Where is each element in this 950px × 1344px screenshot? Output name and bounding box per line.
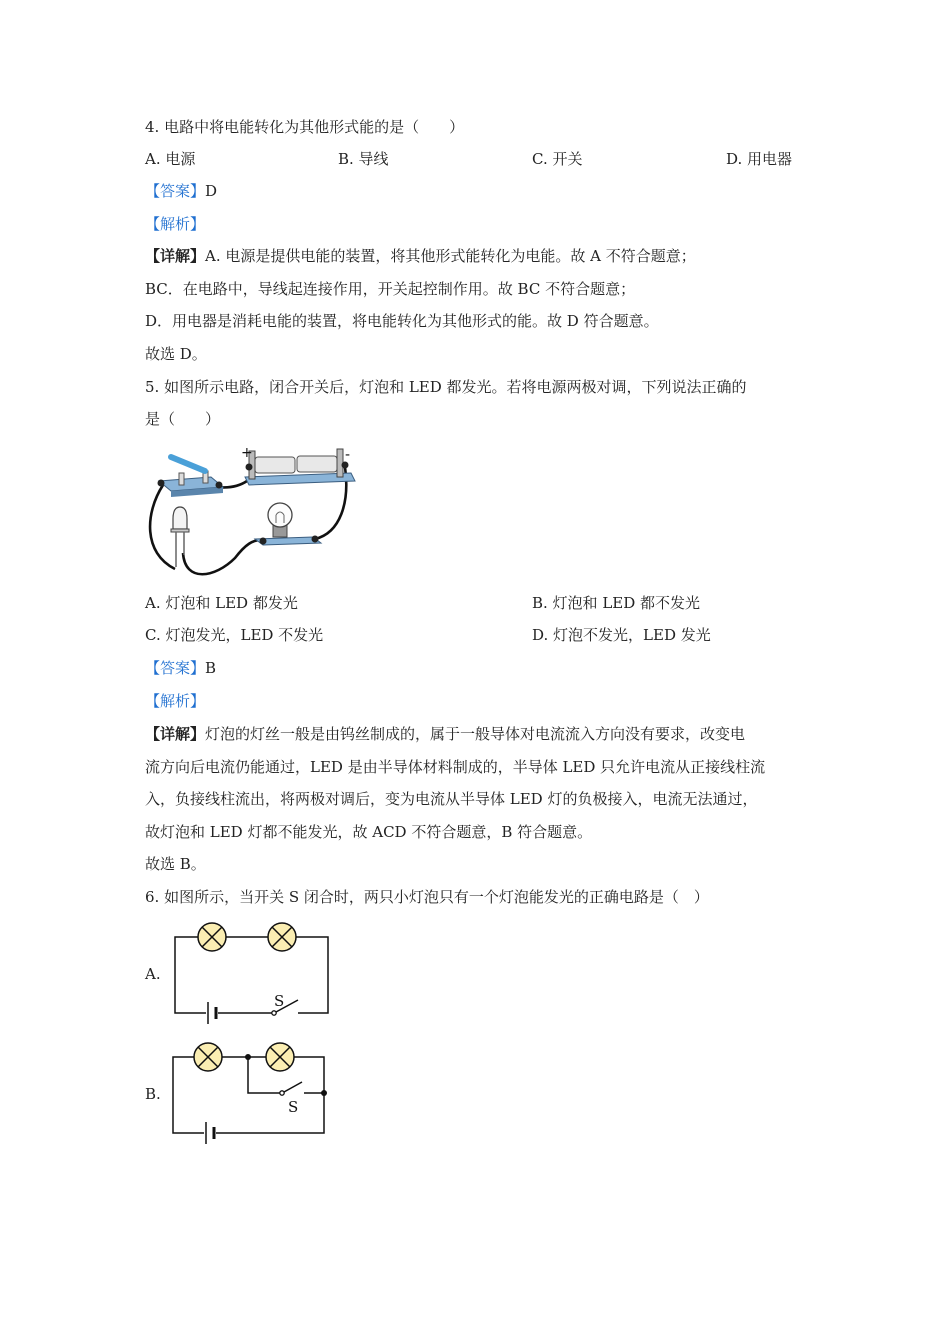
- detail-text: A. 电源是提供电能的装置，将其他形式能转化为电能。故 A 不符合题意；: [205, 247, 696, 265]
- q4-answer: [145, 181, 217, 201]
- led-body: [173, 507, 187, 529]
- detail-text: 灯泡的灯丝一般是由钨丝制成的，属于一般导体对电流流入方向没有要求，改变电: [205, 725, 746, 743]
- switch-label: S: [274, 992, 285, 1010]
- lamp-icon: [268, 923, 296, 951]
- wire: [183, 540, 263, 574]
- wire: [150, 485, 175, 569]
- plus-label: +: [241, 445, 253, 461]
- answer-value: B: [205, 659, 217, 677]
- q5-stem-line-2: 是（ ）: [145, 410, 221, 428]
- lamp-icon: [198, 923, 226, 951]
- switch-label: S: [288, 1098, 299, 1116]
- q5-circuit-figure: [145, 443, 365, 583]
- q4-detail-line-1: [145, 246, 696, 266]
- battery-cell: [255, 457, 295, 473]
- q5-detail-line-4: 故灯泡和 LED 灯都不能发光，故 ACD 不符合题意，B 符合题意。: [145, 823, 593, 841]
- junction-dot: [245, 1054, 251, 1060]
- battery-cell: [297, 456, 337, 472]
- switch-icon: [280, 1082, 310, 1097]
- minus-label: -: [345, 447, 351, 463]
- terminal: [158, 480, 165, 487]
- answer-tag: 【答案】: [145, 182, 206, 200]
- battery-clip: [337, 449, 343, 477]
- switch-lever: [171, 457, 205, 471]
- battery-icon: [204, 1122, 216, 1144]
- circuit-a-label: A.: [145, 965, 161, 983]
- q5-detail-line-2: 流方向后电流仍能通过，LED 是由半导体材料制成的，半导体 LED 只允许电流从正接线柱流: [145, 758, 766, 776]
- answer-value: D: [205, 182, 218, 200]
- q5-answer: [145, 658, 216, 678]
- q5-detail-line-1: [145, 724, 745, 744]
- q5-detail-line-3: 入，负接线柱流出，将两极对调后，变为电流从半导体 LED 灯的负极接入，电流无法通过，: [145, 790, 758, 808]
- terminal: [216, 482, 223, 489]
- terminal: [312, 536, 319, 543]
- junction-dot: [321, 1090, 327, 1096]
- circuit-a: [170, 920, 340, 1020]
- q5-option-d: D. 灯泡不发光，LED 发光: [532, 626, 711, 644]
- q4-stem: 4. 电路中将电能转化为其他形式能的是（ ）: [145, 118, 465, 136]
- q5-conclusion: 故选 B。: [145, 855, 206, 873]
- q6-stem: 6. 如图所示，当开关 S 闭合时，两只小灯泡只有一个灯泡能发光的正确电路是（ ）: [145, 888, 709, 906]
- q4-option-d: D. 用电器: [726, 150, 793, 168]
- circuit-wire: [175, 937, 328, 1013]
- circuit-b-label: B.: [145, 1085, 161, 1103]
- terminal: [260, 538, 267, 545]
- q5-analysis-tag: 【解析】: [145, 692, 206, 710]
- q5-option-a: A. 灯泡和 LED 都发光: [145, 594, 298, 612]
- q4-detail-line-2: BC．在电路中，导线起连接作用，开关起控制作用。故 BC 不符合题意；: [145, 280, 636, 298]
- answer-tag: 【答案】: [145, 659, 206, 677]
- bulb-glass: [268, 503, 292, 527]
- detail-tag: 【详解】: [145, 247, 206, 265]
- q4-detail-line-3: D．用电器是消耗电能的装置，将电能转化为其他形式的能。故 D 符合题意。: [145, 312, 659, 330]
- q4-analysis-tag: 【解析】: [145, 215, 206, 233]
- q4-option-c: C. 开关: [532, 150, 583, 168]
- lamp-icon: [266, 1043, 294, 1071]
- battery-icon: [206, 1002, 218, 1024]
- terminal: [246, 464, 253, 471]
- circuit-b: [168, 1040, 338, 1140]
- q4-option-a: A. 电源: [145, 150, 196, 168]
- q5-option-b: B. 灯泡和 LED 都不发光: [532, 594, 701, 612]
- q5-option-c: C. 灯泡发光，LED 不发光: [145, 626, 324, 644]
- q4-conclusion: 故选 D。: [145, 345, 207, 363]
- led-rim: [171, 529, 189, 532]
- lamp-icon: [194, 1043, 222, 1071]
- q5-stem-line-1: 5. 如图所示电路，闭合开关后，灯泡和 LED 都发光。若将电源两极对调，下列说法正确的: [145, 378, 747, 396]
- detail-tag: 【详解】: [145, 725, 206, 743]
- switch-post: [179, 473, 184, 485]
- q4-option-b: B. 导线: [338, 150, 389, 168]
